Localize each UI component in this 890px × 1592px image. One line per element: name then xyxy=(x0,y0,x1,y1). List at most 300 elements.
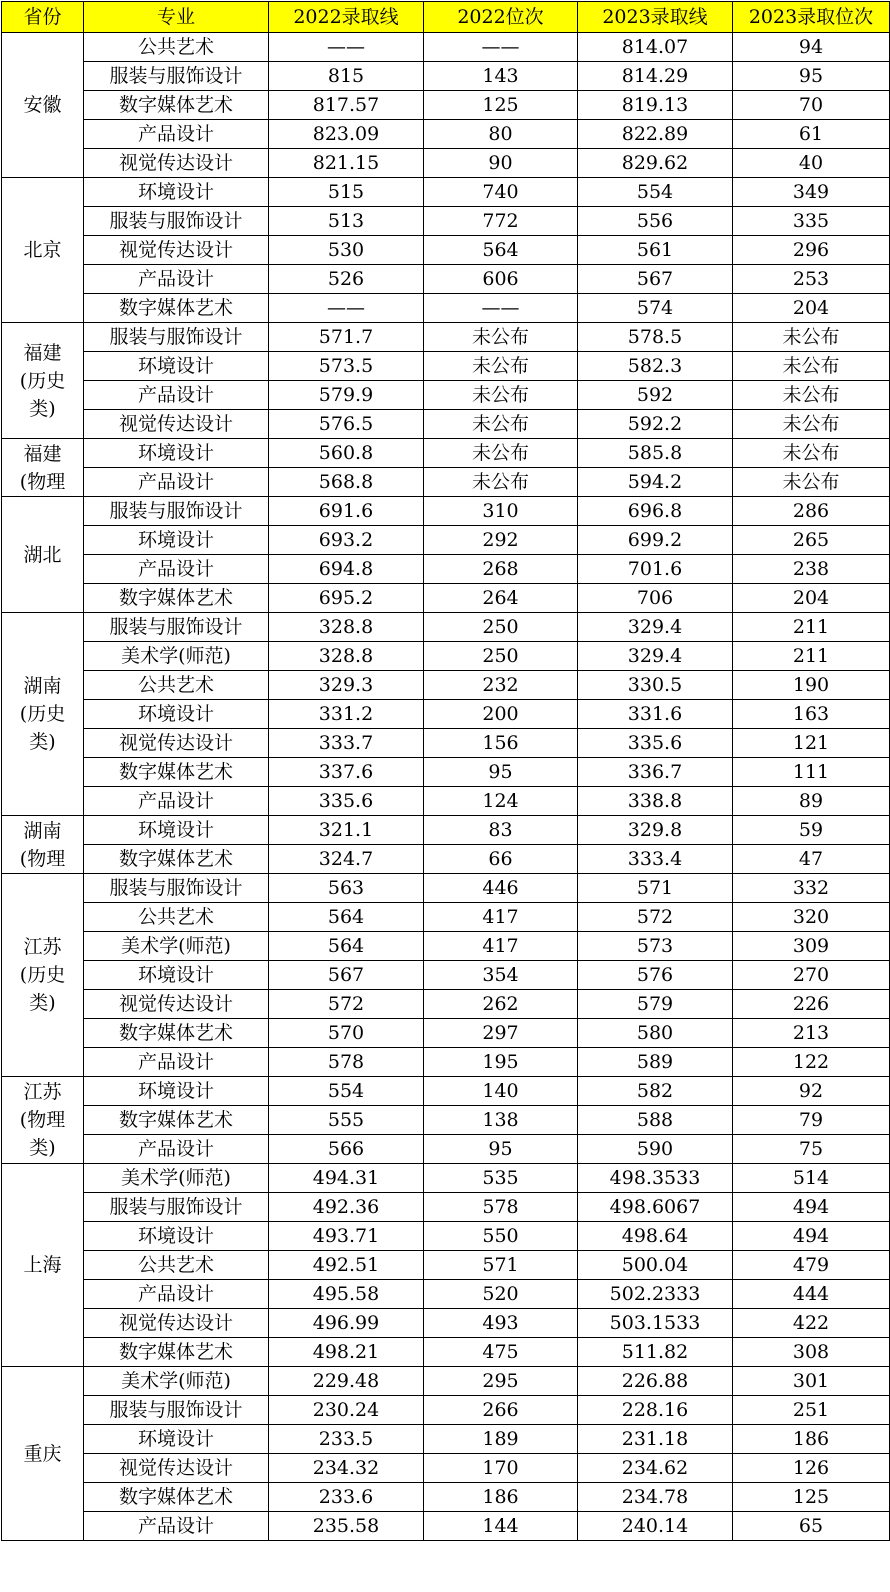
score-2023-cell: 329.8 xyxy=(578,816,733,845)
rank-2023-cell: 111 xyxy=(733,758,890,787)
score-2023-cell: 500.04 xyxy=(578,1251,733,1280)
rank-2022-cell: 189 xyxy=(424,1425,578,1454)
rank-2022-cell: 475 xyxy=(424,1338,578,1367)
score-2022-cell: 233.5 xyxy=(269,1425,424,1454)
major-cell: 数字媒体艺术 xyxy=(84,1019,269,1048)
score-2023-cell: 594.2 xyxy=(578,468,733,497)
table-row xyxy=(2,1280,890,1309)
rank-2023-cell: 308 xyxy=(733,1338,890,1367)
major-cell: 产品设计 xyxy=(84,468,269,497)
score-2022-cell: 567 xyxy=(269,961,424,990)
rank-2022-cell: 186 xyxy=(424,1483,578,1512)
major-cell: 公共艺术 xyxy=(84,33,269,62)
score-2022-cell: 530 xyxy=(269,236,424,265)
table-row xyxy=(2,1309,890,1338)
major-cell: 产品设计 xyxy=(84,1048,269,1077)
rank-2022-cell: 95 xyxy=(424,758,578,787)
major-cell: 数字媒体艺术 xyxy=(84,845,269,874)
score-2022-cell: 515 xyxy=(269,178,424,207)
score-2023-cell: 556 xyxy=(578,207,733,236)
rank-2023-cell: 213 xyxy=(733,1019,890,1048)
score-2023-cell: 333.4 xyxy=(578,845,733,874)
score-2022-cell: 230.24 xyxy=(269,1396,424,1425)
rank-2022-cell: 232 xyxy=(424,671,578,700)
score-2023-cell: 592 xyxy=(578,381,733,410)
score-2022-cell: 333.7 xyxy=(269,729,424,758)
table-row xyxy=(2,381,890,410)
score-2023-cell: 573 xyxy=(578,932,733,961)
rank-2023-cell: 92 xyxy=(733,1077,890,1106)
table-row xyxy=(2,584,890,613)
score-2022-cell: 691.6 xyxy=(269,497,424,526)
rank-2023-cell: 121 xyxy=(733,729,890,758)
score-2022-cell: 513 xyxy=(269,207,424,236)
major-cell: 美术学(师范) xyxy=(84,642,269,671)
rank-2023-cell: 204 xyxy=(733,584,890,613)
rank-2023-cell: 94 xyxy=(733,33,890,62)
score-2023-cell: 579 xyxy=(578,990,733,1019)
major-cell: 环境设计 xyxy=(84,352,269,381)
score-2022-cell: —— xyxy=(269,33,424,62)
score-2023-cell: 330.5 xyxy=(578,671,733,700)
rank-2023-cell: 309 xyxy=(733,932,890,961)
rank-2023-cell: 未公布 xyxy=(733,410,890,439)
province-label-line: (历史 xyxy=(19,964,66,986)
table-row xyxy=(2,845,890,874)
score-2023-cell: 706 xyxy=(578,584,733,613)
rank-2022-cell: 156 xyxy=(424,729,578,758)
rank-2022-cell: 493 xyxy=(424,1309,578,1338)
rank-2023-cell: 320 xyxy=(733,903,890,932)
rank-2022-cell: 170 xyxy=(424,1454,578,1483)
province-label-line: 湖南 xyxy=(23,819,62,842)
table-row xyxy=(2,294,890,323)
rank-2022-cell: 250 xyxy=(424,642,578,671)
major-cell: 视觉传达设计 xyxy=(84,236,269,265)
score-2022-cell: 331.2 xyxy=(269,700,424,729)
table-row xyxy=(2,468,890,497)
score-2023-cell: 582.3 xyxy=(578,352,733,381)
province-label-line: (物理 xyxy=(19,1109,66,1131)
rank-2023-cell: 126 xyxy=(733,1454,890,1483)
score-2022-cell: 576.5 xyxy=(269,410,424,439)
major-cell: 视觉传达设计 xyxy=(84,149,269,178)
rank-2023-cell: 251 xyxy=(733,1396,890,1425)
score-2022-cell: 337.6 xyxy=(269,758,424,787)
score-2022-cell: 564 xyxy=(269,932,424,961)
rank-2023-cell: 238 xyxy=(733,555,890,584)
score-2022-cell: 568.8 xyxy=(269,468,424,497)
rank-2023-cell: 226 xyxy=(733,990,890,1019)
table-row xyxy=(2,352,890,381)
table-row xyxy=(2,816,890,845)
rank-2022-cell: 264 xyxy=(424,584,578,613)
rank-2023-cell: 349 xyxy=(733,178,890,207)
major-cell: 服装与服饰设计 xyxy=(84,62,269,91)
rank-2023-cell: 40 xyxy=(733,149,890,178)
score-2023-cell: 240.14 xyxy=(578,1512,733,1541)
province-label-line: 福建 xyxy=(23,341,62,364)
rank-2023-cell: 未公布 xyxy=(733,323,890,352)
table-row xyxy=(2,642,890,671)
rank-2023-cell: 95 xyxy=(733,62,890,91)
table-row xyxy=(2,1454,890,1483)
rank-2022-cell: 90 xyxy=(424,149,578,178)
major-cell: 环境设计 xyxy=(84,178,269,207)
major-cell: 公共艺术 xyxy=(84,903,269,932)
score-2023-cell: 498.64 xyxy=(578,1222,733,1251)
score-2022-cell: 564 xyxy=(269,903,424,932)
score-2023-cell: 814.29 xyxy=(578,62,733,91)
table-row xyxy=(2,758,890,787)
province-label-line: 安徽 xyxy=(23,94,62,116)
score-2022-cell: 560.8 xyxy=(269,439,424,468)
province-cell xyxy=(2,1367,84,1541)
rank-2022-cell: 140 xyxy=(424,1077,578,1106)
rank-2022-cell: 520 xyxy=(424,1280,578,1309)
table-row xyxy=(2,526,890,555)
admission-score-table xyxy=(1,1,890,1541)
score-2023-cell: 572 xyxy=(578,903,733,932)
major-cell: 环境设计 xyxy=(84,1222,269,1251)
province-label-line: 江苏 xyxy=(23,1081,62,1103)
major-cell: 环境设计 xyxy=(84,526,269,555)
rank-2022-cell: 535 xyxy=(424,1164,578,1193)
province-label-line: (物理 xyxy=(19,847,66,870)
rank-2022-cell: 66 xyxy=(424,845,578,874)
score-2023-cell: 228.16 xyxy=(578,1396,733,1425)
score-2022-cell: 566 xyxy=(269,1135,424,1164)
score-2022-cell: 234.32 xyxy=(269,1454,424,1483)
rank-2023-cell: 89 xyxy=(733,787,890,816)
province-cell xyxy=(2,439,84,497)
score-2023-cell: 234.62 xyxy=(578,1454,733,1483)
score-2023-cell: 329.4 xyxy=(578,613,733,642)
score-2022-cell: 335.6 xyxy=(269,787,424,816)
major-cell: 产品设计 xyxy=(84,787,269,816)
rank-2022-cell: 138 xyxy=(424,1106,578,1135)
rank-2022-cell: 550 xyxy=(424,1222,578,1251)
score-2022-cell: 324.7 xyxy=(269,845,424,874)
score-2022-cell: 571.7 xyxy=(269,323,424,352)
header-province: 省份 xyxy=(2,2,84,33)
score-2023-cell: 578.5 xyxy=(578,323,733,352)
score-2023-cell: 701.6 xyxy=(578,555,733,584)
major-cell: 环境设计 xyxy=(84,816,269,845)
score-2022-cell: 817.57 xyxy=(269,91,424,120)
score-2023-cell: 696.8 xyxy=(578,497,733,526)
rank-2022-cell: 未公布 xyxy=(424,439,578,468)
rank-2023-cell: 286 xyxy=(733,497,890,526)
rank-2023-cell: 444 xyxy=(733,1280,890,1309)
rank-2022-cell: 80 xyxy=(424,120,578,149)
score-2023-cell: 819.13 xyxy=(578,91,733,120)
major-cell: 数字媒体艺术 xyxy=(84,294,269,323)
rank-2022-cell: 83 xyxy=(424,816,578,845)
score-2023-cell: 582 xyxy=(578,1077,733,1106)
score-2023-cell: 498.3533 xyxy=(578,1164,733,1193)
rank-2022-cell: 266 xyxy=(424,1396,578,1425)
province-label-line: 类) xyxy=(29,1137,56,1159)
rank-2023-cell: 204 xyxy=(733,294,890,323)
province-cell xyxy=(2,816,84,874)
rank-2023-cell: 265 xyxy=(733,526,890,555)
major-cell: 产品设计 xyxy=(84,265,269,294)
table-row xyxy=(2,149,890,178)
major-cell: 美术学(师范) xyxy=(84,1367,269,1396)
score-2022-cell: 815 xyxy=(269,62,424,91)
table-row xyxy=(2,178,890,207)
score-2023-cell: 502.2333 xyxy=(578,1280,733,1309)
rank-2022-cell: 143 xyxy=(424,62,578,91)
rank-2022-cell: 571 xyxy=(424,1251,578,1280)
province-label-line: 湖北 xyxy=(23,543,62,566)
table-row xyxy=(2,1396,890,1425)
rank-2023-cell: 253 xyxy=(733,265,890,294)
major-cell: 服装与服饰设计 xyxy=(84,207,269,236)
score-2022-cell: 823.09 xyxy=(269,120,424,149)
province-label-line: 类) xyxy=(29,731,56,753)
score-2023-cell: 574 xyxy=(578,294,733,323)
table-row xyxy=(2,497,890,526)
table-row xyxy=(2,787,890,816)
major-cell: 产品设计 xyxy=(84,1135,269,1164)
rank-2023-cell: 75 xyxy=(733,1135,890,1164)
province-cell xyxy=(2,178,84,323)
score-2022-cell: 578 xyxy=(269,1048,424,1077)
table-row xyxy=(2,903,890,932)
rank-2022-cell: 262 xyxy=(424,990,578,1019)
table-row xyxy=(2,961,890,990)
province-cell xyxy=(2,33,84,178)
province-cell xyxy=(2,613,84,816)
province-cell xyxy=(2,1077,84,1164)
major-cell: 环境设计 xyxy=(84,439,269,468)
major-cell: 数字媒体艺术 xyxy=(84,1483,269,1512)
rank-2023-cell: 65 xyxy=(733,1512,890,1541)
score-2023-cell: 571 xyxy=(578,874,733,903)
major-cell: 产品设计 xyxy=(84,1512,269,1541)
province-label-line: (物理 xyxy=(19,470,66,493)
score-2023-cell: 329.4 xyxy=(578,642,733,671)
province-label-line: 北京 xyxy=(23,239,62,261)
rank-2022-cell: 未公布 xyxy=(424,323,578,352)
score-2023-cell: 335.6 xyxy=(578,729,733,758)
rank-2023-cell: 59 xyxy=(733,816,890,845)
score-2023-cell: 498.6067 xyxy=(578,1193,733,1222)
table-row xyxy=(2,120,890,149)
major-cell: 环境设计 xyxy=(84,1425,269,1454)
rank-2022-cell: 772 xyxy=(424,207,578,236)
table-row xyxy=(2,1135,890,1164)
province-label-line: 类) xyxy=(29,397,56,420)
score-2023-cell: 331.6 xyxy=(578,700,733,729)
major-cell: 美术学(师范) xyxy=(84,932,269,961)
rank-2023-cell: 190 xyxy=(733,671,890,700)
table-row xyxy=(2,1077,890,1106)
table-row xyxy=(2,613,890,642)
score-2022-cell: 695.2 xyxy=(269,584,424,613)
major-cell: 数字媒体艺术 xyxy=(84,1106,269,1135)
rank-2023-cell: 163 xyxy=(733,700,890,729)
score-2022-cell: 495.58 xyxy=(269,1280,424,1309)
score-2023-cell: 226.88 xyxy=(578,1367,733,1396)
major-cell: 视觉传达设计 xyxy=(84,990,269,1019)
rank-2023-cell: 未公布 xyxy=(733,381,890,410)
score-2022-cell: 494.31 xyxy=(269,1164,424,1193)
rank-2022-cell: 124 xyxy=(424,787,578,816)
major-cell: 产品设计 xyxy=(84,1280,269,1309)
score-2022-cell: 821.15 xyxy=(269,149,424,178)
province-label-line: 重庆 xyxy=(23,1442,62,1465)
score-2023-cell: 585.8 xyxy=(578,439,733,468)
table-row xyxy=(2,1483,890,1512)
score-2022-cell: 328.8 xyxy=(269,642,424,671)
table-row xyxy=(2,1251,890,1280)
score-2023-cell: 814.07 xyxy=(578,33,733,62)
table-row xyxy=(2,1193,890,1222)
rank-2022-cell: —— xyxy=(424,33,578,62)
major-cell: 环境设计 xyxy=(84,700,269,729)
table-row xyxy=(2,323,890,352)
province-label-line: 福建 xyxy=(23,442,62,465)
score-2022-cell: 694.8 xyxy=(269,555,424,584)
rank-2023-cell: 301 xyxy=(733,1367,890,1396)
score-2023-cell: 592.2 xyxy=(578,410,733,439)
province-label-line: 上海 xyxy=(23,1254,62,1276)
rank-2022-cell: 195 xyxy=(424,1048,578,1077)
rank-2022-cell: 446 xyxy=(424,874,578,903)
score-2022-cell: 526 xyxy=(269,265,424,294)
score-2022-cell: 235.58 xyxy=(269,1512,424,1541)
rank-2023-cell: 186 xyxy=(733,1425,890,1454)
rank-2022-cell: 未公布 xyxy=(424,468,578,497)
rank-2023-cell: 79 xyxy=(733,1106,890,1135)
header-rank-2022: 2022位次 xyxy=(424,2,578,33)
major-cell: 数字媒体艺术 xyxy=(84,91,269,120)
table-row xyxy=(2,91,890,120)
rank-2022-cell: 564 xyxy=(424,236,578,265)
rank-2022-cell: 未公布 xyxy=(424,352,578,381)
rank-2023-cell: 125 xyxy=(733,1483,890,1512)
score-2023-cell: 589 xyxy=(578,1048,733,1077)
province-label-line: 类) xyxy=(29,992,56,1014)
score-2022-cell: 563 xyxy=(269,874,424,903)
major-cell: 环境设计 xyxy=(84,1077,269,1106)
score-2023-cell: 561 xyxy=(578,236,733,265)
major-cell: 视觉传达设计 xyxy=(84,410,269,439)
major-cell: 环境设计 xyxy=(84,961,269,990)
score-2022-cell: 329.3 xyxy=(269,671,424,700)
header-score-2022: 2022录取线 xyxy=(269,2,424,33)
rank-2022-cell: 606 xyxy=(424,265,578,294)
header-score-2023: 2023录取线 xyxy=(578,2,733,33)
table-row xyxy=(2,1222,890,1251)
major-cell: 公共艺术 xyxy=(84,1251,269,1280)
rank-2022-cell: 354 xyxy=(424,961,578,990)
rank-2023-cell: 70 xyxy=(733,91,890,120)
major-cell: 视觉传达设计 xyxy=(84,1309,269,1338)
province-label-line: 湖南 xyxy=(23,675,62,697)
rank-2023-cell: 335 xyxy=(733,207,890,236)
rank-2023-cell: 479 xyxy=(733,1251,890,1280)
header-row xyxy=(2,2,890,33)
score-2022-cell: —— xyxy=(269,294,424,323)
major-cell: 数字媒体艺术 xyxy=(84,1338,269,1367)
table-row xyxy=(2,1048,890,1077)
score-2023-cell: 336.7 xyxy=(578,758,733,787)
score-2022-cell: 570 xyxy=(269,1019,424,1048)
rank-2023-cell: 422 xyxy=(733,1309,890,1338)
score-2022-cell: 492.51 xyxy=(269,1251,424,1280)
table-row xyxy=(2,1425,890,1454)
score-2023-cell: 576 xyxy=(578,961,733,990)
rank-2022-cell: 144 xyxy=(424,1512,578,1541)
rank-2022-cell: 295 xyxy=(424,1367,578,1396)
score-2022-cell: 573.5 xyxy=(269,352,424,381)
table-row xyxy=(2,729,890,758)
table-row xyxy=(2,1106,890,1135)
score-2022-cell: 554 xyxy=(269,1077,424,1106)
score-2023-cell: 580 xyxy=(578,1019,733,1048)
major-cell: 服装与服饰设计 xyxy=(84,1396,269,1425)
score-2023-cell: 338.8 xyxy=(578,787,733,816)
major-cell: 服装与服饰设计 xyxy=(84,323,269,352)
rank-2022-cell: 250 xyxy=(424,613,578,642)
rank-2023-cell: 未公布 xyxy=(733,439,890,468)
rank-2022-cell: 740 xyxy=(424,178,578,207)
rank-2023-cell: 211 xyxy=(733,613,890,642)
score-2023-cell: 829.62 xyxy=(578,149,733,178)
score-2022-cell: 555 xyxy=(269,1106,424,1135)
rank-2022-cell: 200 xyxy=(424,700,578,729)
rank-2022-cell: 未公布 xyxy=(424,410,578,439)
table-row xyxy=(2,1164,890,1193)
table-row xyxy=(2,62,890,91)
score-2022-cell: 328.8 xyxy=(269,613,424,642)
major-cell: 视觉传达设计 xyxy=(84,1454,269,1483)
rank-2023-cell: 未公布 xyxy=(733,352,890,381)
score-2023-cell: 503.1533 xyxy=(578,1309,733,1338)
table-row xyxy=(2,555,890,584)
rank-2023-cell: 332 xyxy=(733,874,890,903)
rank-2023-cell: 296 xyxy=(733,236,890,265)
table-row xyxy=(2,265,890,294)
major-cell: 视觉传达设计 xyxy=(84,729,269,758)
rank-2023-cell: 211 xyxy=(733,642,890,671)
rank-2022-cell: 310 xyxy=(424,497,578,526)
table-row xyxy=(2,33,890,62)
major-cell: 服装与服饰设计 xyxy=(84,1193,269,1222)
table-row xyxy=(2,932,890,961)
major-cell: 服装与服饰设计 xyxy=(84,874,269,903)
table-row xyxy=(2,1338,890,1367)
score-2022-cell: 498.21 xyxy=(269,1338,424,1367)
rank-2022-cell: 297 xyxy=(424,1019,578,1048)
table-row xyxy=(2,1019,890,1048)
rank-2022-cell: 95 xyxy=(424,1135,578,1164)
major-cell: 产品设计 xyxy=(84,381,269,410)
score-2022-cell: 493.71 xyxy=(269,1222,424,1251)
province-label-line: (历史 xyxy=(19,703,66,725)
major-cell: 美术学(师范) xyxy=(84,1164,269,1193)
major-cell: 产品设计 xyxy=(84,555,269,584)
table-row xyxy=(2,1367,890,1396)
table-row xyxy=(2,236,890,265)
header-rank-2023: 2023录取位次 xyxy=(733,2,890,33)
rank-2022-cell: 未公布 xyxy=(424,381,578,410)
rank-2022-cell: 417 xyxy=(424,903,578,932)
